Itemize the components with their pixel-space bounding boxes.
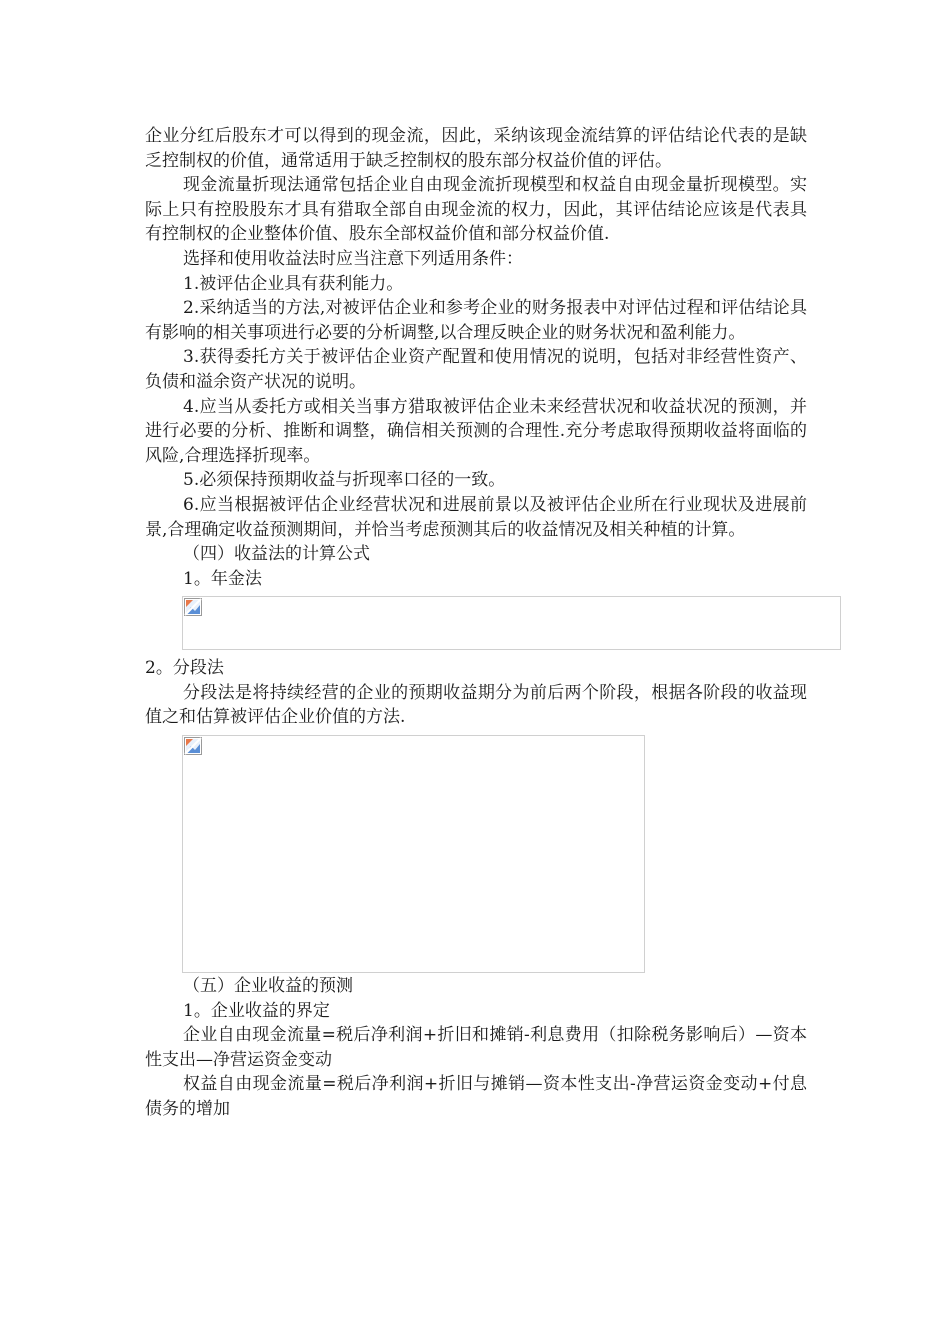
condition-item-6: 6.应当根据被评估企业经营状况和进展前景以及被评估企业所在行业现状及进展前景,合理确定收益预测期间，并恰当考虑预测其后的收益情况及相关种植的计算。 [145, 494, 807, 540]
condition-item-3: 3.获得委托方关于被评估企业资产配置和使用情况的说明，包括对非经营性资产、负债和溢余资产状况的说明。 [145, 347, 807, 392]
subheading-segment-method: 2。分段法 [145, 658, 224, 679]
document-body [145, 124, 807, 1122]
broken-image-icon [184, 598, 202, 616]
condition-item-5: 5.必须保持预期收益与折现率口径的一致。 [183, 470, 506, 491]
section-heading-income-forecast: （五）企业收益的预测 [183, 976, 353, 997]
subheading-annuity-method: 1。年金法 [183, 568, 262, 589]
condition-item-2: 2.采纳适当的方法,对被评估企业和参考企业的财务报表中对评估过程和评估结论具有影响的相关事项进行必要的分析调整,以合理反映企业的财务状况和盈利能力。 [145, 298, 807, 343]
paragraph-cashflow-dividend: 企业分红后股东才可以得到的现金流，因此，采纳该现金流结算的评估结论代表的是缺乏控制权的价值，通常适用于缺乏控制权的股东部分权益价值的评估。 [145, 126, 807, 171]
section-heading-formulas: （四）收益法的计算公式 [183, 544, 370, 565]
annuity-formula-image [182, 596, 841, 650]
broken-image-icon [184, 737, 202, 755]
paragraph-dcf-models: 现金流量折现法通常包括企业自由现金流折现模型和权益自由现金量折现模型。实际上只有控股股东才具有猎取全部自由现金流的权力，因此，其评估结论应该是代表具有控制权的企业整体价值、股东全部权益价值和部分权益价值. [145, 175, 807, 245]
subheading-income-definition: 1。企业收益的界定 [183, 1000, 330, 1021]
condition-item-4: 4.应当从委托方或相关当事方猎取被评估企业未来经营状况和收益状况的预测，并进行必要的分析、推断和调整，确信相关预测的合理性.充分考虑取得预期收益将面临的风险,合理选择折现率。 [145, 396, 807, 466]
paragraph-segment-method: 分段法是将持续经营的企业的预期收益期分为前后两个阶段，根据各阶段的收益现值之和估算被评估企业价值的方法. [145, 682, 807, 728]
paragraph-conditions-intro: 选择和使用收益法时应当注意下列适用条件： [183, 248, 523, 269]
paragraph-fcfe: 权益自由现金流量=税后净利润+折旧与摊销—资本性支出-净营运资金变动+付息债务的增加 [145, 1074, 807, 1120]
segment-formula-image [182, 735, 645, 973]
condition-item-1: 1.被评估企业具有获利能力。 [183, 273, 404, 294]
paragraph-fcff: 企业自由现金流量=税后净利润+折旧和摊销-利息费用（扣除税务影响后）—资本性支出—净营运资金变动 [145, 1025, 807, 1070]
